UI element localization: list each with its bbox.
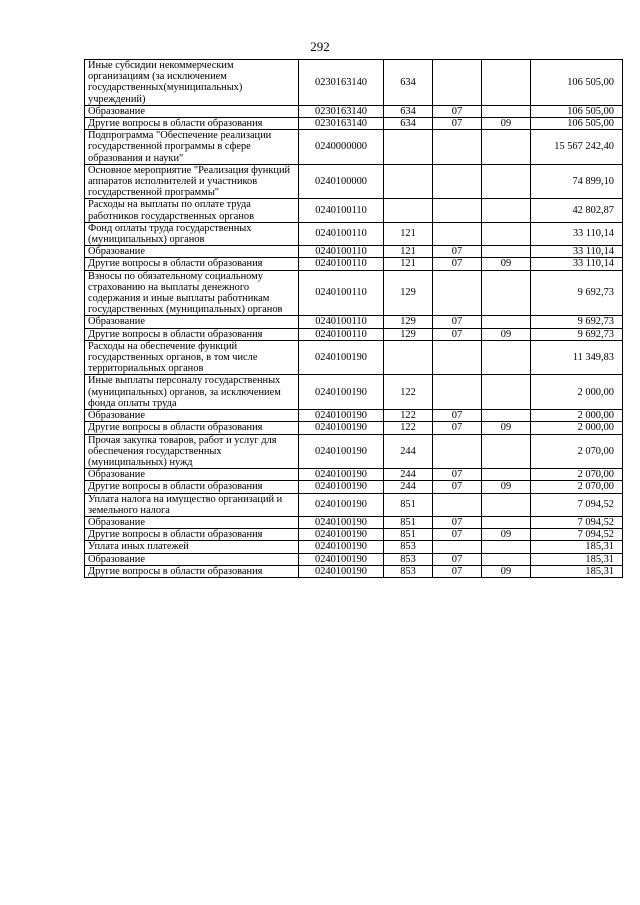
row-vr-cell: 634 bbox=[384, 60, 433, 106]
row-sum-cell: 2 070,00 bbox=[531, 481, 623, 493]
row-name-cell: Другие вопросы в области образования bbox=[85, 481, 299, 493]
row-rz-cell bbox=[433, 164, 482, 199]
table-row bbox=[85, 60, 623, 106]
row-pr-cell bbox=[482, 553, 531, 565]
row-vr-cell: 853 bbox=[384, 541, 433, 553]
table-row bbox=[85, 375, 623, 410]
row-vr-cell: 129 bbox=[384, 316, 433, 328]
table-row bbox=[85, 481, 623, 493]
row-sum-cell: 15 567 242,40 bbox=[531, 130, 623, 165]
table-row bbox=[85, 258, 623, 270]
row-pr-cell: 09 bbox=[482, 118, 531, 130]
table-row bbox=[85, 105, 623, 117]
row-pr-cell bbox=[482, 434, 531, 469]
row-csr-cell: 0240100190 bbox=[299, 516, 384, 528]
row-pr-cell: 09 bbox=[482, 529, 531, 541]
budget-table bbox=[84, 59, 623, 578]
row-vr-cell: 129 bbox=[384, 270, 433, 316]
row-name-cell: Иные субсидии некоммерческим организациям (за исключением государственных(муниципальных) учреждений) bbox=[85, 60, 299, 106]
row-pr-cell bbox=[482, 270, 531, 316]
row-csr-cell: 0240100110 bbox=[299, 328, 384, 340]
row-name-cell: Расходы на обеспечение функций государственных органов, в том числе территориальных органов bbox=[85, 340, 299, 375]
row-pr-cell bbox=[482, 516, 531, 528]
table-row bbox=[85, 246, 623, 258]
row-vr-cell: 244 bbox=[384, 481, 433, 493]
row-vr-cell: 121 bbox=[384, 258, 433, 270]
row-name-cell: Образование bbox=[85, 516, 299, 528]
row-rz-cell: 07 bbox=[433, 481, 482, 493]
table-row bbox=[85, 516, 623, 528]
row-pr-cell bbox=[482, 60, 531, 106]
row-sum-cell: 9 692,73 bbox=[531, 328, 623, 340]
table-row bbox=[85, 410, 623, 422]
table-row bbox=[85, 164, 623, 199]
row-name-cell: Другие вопросы в области образования bbox=[85, 118, 299, 130]
row-name-cell: Иные выплаты персоналу государственных (муниципальных) органов, за исключением фонда оплаты труда bbox=[85, 375, 299, 410]
table-row bbox=[85, 469, 623, 481]
budget-table-body bbox=[85, 60, 623, 578]
row-vr-cell: 244 bbox=[384, 434, 433, 469]
row-rz-cell bbox=[433, 222, 482, 245]
row-csr-cell: 0240100110 bbox=[299, 246, 384, 258]
row-name-cell: Расходы на выплаты по оплате труда работников государственных органов bbox=[85, 199, 299, 222]
table-row bbox=[85, 130, 623, 165]
row-name-cell: Образование bbox=[85, 246, 299, 258]
row-csr-cell: 0240100110 bbox=[299, 222, 384, 245]
row-rz-cell: 07 bbox=[433, 516, 482, 528]
table-row bbox=[85, 565, 623, 577]
row-csr-cell: 0240100190 bbox=[299, 410, 384, 422]
table-row bbox=[85, 340, 623, 375]
row-csr-cell: 0240100190 bbox=[299, 553, 384, 565]
row-name-cell: Подпрограмма "Обеспечение реализации государственной программы в сфере образования и науки" bbox=[85, 130, 299, 165]
row-csr-cell: 0240100190 bbox=[299, 434, 384, 469]
row-vr-cell bbox=[384, 164, 433, 199]
row-pr-cell: 09 bbox=[482, 481, 531, 493]
table-row bbox=[85, 222, 623, 245]
row-vr-cell: 122 bbox=[384, 375, 433, 410]
row-sum-cell: 9 692,73 bbox=[531, 270, 623, 316]
table-row bbox=[85, 422, 623, 434]
row-vr-cell: 634 bbox=[384, 118, 433, 130]
table-row bbox=[85, 434, 623, 469]
row-sum-cell: 106 505,00 bbox=[531, 60, 623, 106]
row-rz-cell bbox=[433, 434, 482, 469]
row-csr-cell: 0240100190 bbox=[299, 493, 384, 516]
row-csr-cell: 0240100110 bbox=[299, 316, 384, 328]
row-csr-cell: 0240100000 bbox=[299, 164, 384, 199]
row-sum-cell: 2 000,00 bbox=[531, 422, 623, 434]
row-pr-cell bbox=[482, 469, 531, 481]
row-pr-cell bbox=[482, 164, 531, 199]
row-vr-cell: 121 bbox=[384, 246, 433, 258]
row-vr-cell: 122 bbox=[384, 410, 433, 422]
row-vr-cell: 851 bbox=[384, 493, 433, 516]
row-vr-cell bbox=[384, 199, 433, 222]
row-pr-cell bbox=[482, 222, 531, 245]
row-rz-cell bbox=[433, 270, 482, 316]
row-rz-cell bbox=[433, 340, 482, 375]
row-pr-cell bbox=[482, 105, 531, 117]
row-name-cell: Образование bbox=[85, 410, 299, 422]
row-vr-cell: 244 bbox=[384, 469, 433, 481]
row-rz-cell: 07 bbox=[433, 529, 482, 541]
row-pr-cell bbox=[482, 246, 531, 258]
row-pr-cell bbox=[482, 199, 531, 222]
row-vr-cell: 851 bbox=[384, 516, 433, 528]
row-sum-cell: 7 094,52 bbox=[531, 529, 623, 541]
row-pr-cell bbox=[482, 493, 531, 516]
row-rz-cell: 07 bbox=[433, 105, 482, 117]
row-sum-cell: 7 094,52 bbox=[531, 493, 623, 516]
row-csr-cell: 0240100190 bbox=[299, 375, 384, 410]
row-vr-cell bbox=[384, 340, 433, 375]
row-sum-cell: 2 000,00 bbox=[531, 375, 623, 410]
page-number: 292 bbox=[310, 39, 330, 54]
row-name-cell: Уплата налога на имущество организаций и земельного налога bbox=[85, 493, 299, 516]
row-csr-cell: 0230163140 bbox=[299, 60, 384, 106]
table-row bbox=[85, 328, 623, 340]
row-name-cell: Прочая закупка товаров, работ и услуг для обеспечения государственных (муниципальных) нужд bbox=[85, 434, 299, 469]
row-csr-cell: 0240100110 bbox=[299, 270, 384, 316]
row-pr-cell: 09 bbox=[482, 258, 531, 270]
row-rz-cell: 07 bbox=[433, 469, 482, 481]
row-sum-cell: 74 899,10 bbox=[531, 164, 623, 199]
row-name-cell: Уплата иных платежей bbox=[85, 541, 299, 553]
row-csr-cell: 0240100190 bbox=[299, 340, 384, 375]
row-pr-cell: 09 bbox=[482, 422, 531, 434]
row-vr-cell: 122 bbox=[384, 422, 433, 434]
row-rz-cell: 07 bbox=[433, 553, 482, 565]
row-pr-cell bbox=[482, 410, 531, 422]
row-csr-cell: 0240100190 bbox=[299, 529, 384, 541]
row-name-cell: Образование bbox=[85, 469, 299, 481]
row-name-cell: Образование bbox=[85, 316, 299, 328]
table-row bbox=[85, 493, 623, 516]
table-row bbox=[85, 118, 623, 130]
row-csr-cell: 0240000000 bbox=[299, 130, 384, 165]
row-sum-cell: 106 505,00 bbox=[531, 118, 623, 130]
row-rz-cell: 07 bbox=[433, 328, 482, 340]
table-row bbox=[85, 529, 623, 541]
table-row bbox=[85, 316, 623, 328]
row-name-cell: Другие вопросы в области образования bbox=[85, 529, 299, 541]
row-pr-cell bbox=[482, 375, 531, 410]
row-vr-cell: 853 bbox=[384, 553, 433, 565]
row-name-cell: Другие вопросы в области образования bbox=[85, 422, 299, 434]
row-csr-cell: 0240100190 bbox=[299, 422, 384, 434]
row-name-cell: Другие вопросы в области образования bbox=[85, 258, 299, 270]
row-rz-cell bbox=[433, 130, 482, 165]
row-vr-cell: 121 bbox=[384, 222, 433, 245]
row-name-cell: Образование bbox=[85, 553, 299, 565]
row-sum-cell: 106 505,00 bbox=[531, 105, 623, 117]
row-sum-cell: 33 110,14 bbox=[531, 222, 623, 245]
row-rz-cell bbox=[433, 375, 482, 410]
row-name-cell: Другие вопросы в области образования bbox=[85, 328, 299, 340]
row-rz-cell: 07 bbox=[433, 258, 482, 270]
row-sum-cell: 185,31 bbox=[531, 565, 623, 577]
row-pr-cell bbox=[482, 130, 531, 165]
table-row bbox=[85, 270, 623, 316]
row-pr-cell bbox=[482, 316, 531, 328]
table-row bbox=[85, 199, 623, 222]
row-sum-cell: 2 070,00 bbox=[531, 469, 623, 481]
row-rz-cell: 07 bbox=[433, 410, 482, 422]
row-pr-cell bbox=[482, 340, 531, 375]
row-rz-cell: 07 bbox=[433, 246, 482, 258]
row-rz-cell bbox=[433, 493, 482, 516]
row-csr-cell: 0230163140 bbox=[299, 118, 384, 130]
row-sum-cell: 2 070,00 bbox=[531, 434, 623, 469]
row-pr-cell bbox=[482, 541, 531, 553]
row-sum-cell: 33 110,14 bbox=[531, 258, 623, 270]
row-sum-cell: 9 692,73 bbox=[531, 316, 623, 328]
row-name-cell: Другие вопросы в области образования bbox=[85, 565, 299, 577]
row-vr-cell: 853 bbox=[384, 565, 433, 577]
row-sum-cell: 42 802,87 bbox=[531, 199, 623, 222]
row-rz-cell bbox=[433, 199, 482, 222]
row-csr-cell: 0240100190 bbox=[299, 541, 384, 553]
row-pr-cell: 09 bbox=[482, 328, 531, 340]
row-name-cell: Образование bbox=[85, 105, 299, 117]
row-sum-cell: 185,31 bbox=[531, 541, 623, 553]
row-vr-cell: 129 bbox=[384, 328, 433, 340]
row-vr-cell bbox=[384, 130, 433, 165]
row-csr-cell: 0240100190 bbox=[299, 565, 384, 577]
row-csr-cell: 0240100110 bbox=[299, 199, 384, 222]
row-sum-cell: 2 000,00 bbox=[531, 410, 623, 422]
row-rz-cell bbox=[433, 541, 482, 553]
row-name-cell: Взносы по обязательному социальному страхованию на выплаты денежного содержания и иные выплаты работникам государственных (муниципальных) органов bbox=[85, 270, 299, 316]
row-sum-cell: 7 094,52 bbox=[531, 516, 623, 528]
table-row bbox=[85, 541, 623, 553]
row-csr-cell: 0230163140 bbox=[299, 105, 384, 117]
row-vr-cell: 634 bbox=[384, 105, 433, 117]
row-csr-cell: 0240100190 bbox=[299, 469, 384, 481]
row-rz-cell: 07 bbox=[433, 316, 482, 328]
row-rz-cell: 07 bbox=[433, 422, 482, 434]
row-name-cell: Основное мероприятие "Реализация функций аппаратов исполнителей и участников государственной программы" bbox=[85, 164, 299, 199]
row-sum-cell: 33 110,14 bbox=[531, 246, 623, 258]
row-csr-cell: 0240100110 bbox=[299, 258, 384, 270]
row-rz-cell: 07 bbox=[433, 118, 482, 130]
row-csr-cell: 0240100190 bbox=[299, 481, 384, 493]
row-rz-cell: 07 bbox=[433, 565, 482, 577]
row-sum-cell: 11 349,83 bbox=[531, 340, 623, 375]
table-row bbox=[85, 553, 623, 565]
row-sum-cell: 185,31 bbox=[531, 553, 623, 565]
row-vr-cell: 851 bbox=[384, 529, 433, 541]
row-rz-cell bbox=[433, 60, 482, 106]
row-name-cell: Фонд оплаты труда государственных (муниципальных) органов bbox=[85, 222, 299, 245]
row-pr-cell: 09 bbox=[482, 565, 531, 577]
